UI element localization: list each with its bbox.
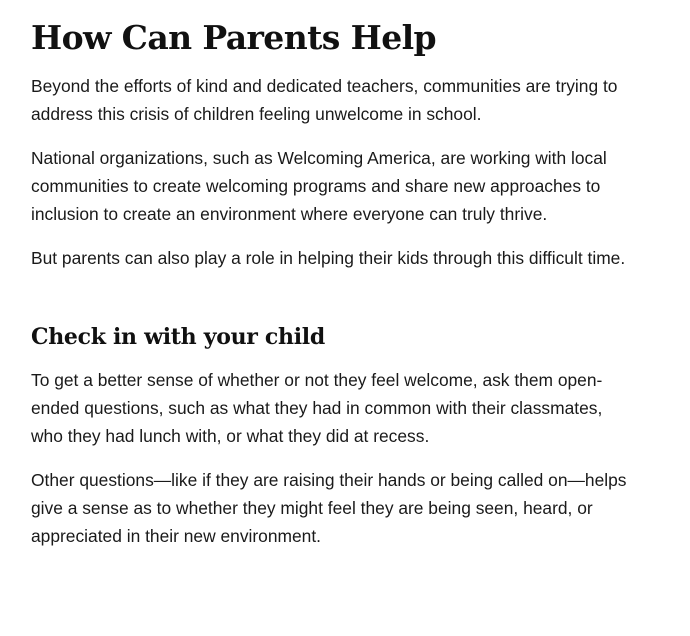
article-body bbox=[31, 0, 631, 550]
subsection-heading: Check in with your child bbox=[31, 324, 325, 350]
paragraph: But parents can also play a role in helping their kids through this difficult time. bbox=[31, 248, 626, 268]
paragraph: National organizations, such as Welcoming America, are working with local communities to create welcoming programs and share new approaches to inclusion to create an environment where everyone can truly thrive. bbox=[31, 148, 607, 224]
paragraph: Beyond the efforts of kind and dedicated teachers, communities are trying to address this crisis of children feeling unwelcome in school. bbox=[31, 76, 618, 124]
paragraph: To get a better sense of whether or not they feel welcome, ask them open-ended questions, such as what they had in common with their classmates, who they had lunch with, or what they did at recess. bbox=[31, 370, 603, 446]
paragraph: Other questions—like if they are raising their hands or being called on—helps give a sense as to whether they might feel they are being seen, heard, or appreciated in their new environment. bbox=[31, 470, 627, 546]
subsection bbox=[31, 322, 631, 550]
section-heading: How Can Parents Help bbox=[31, 18, 436, 57]
